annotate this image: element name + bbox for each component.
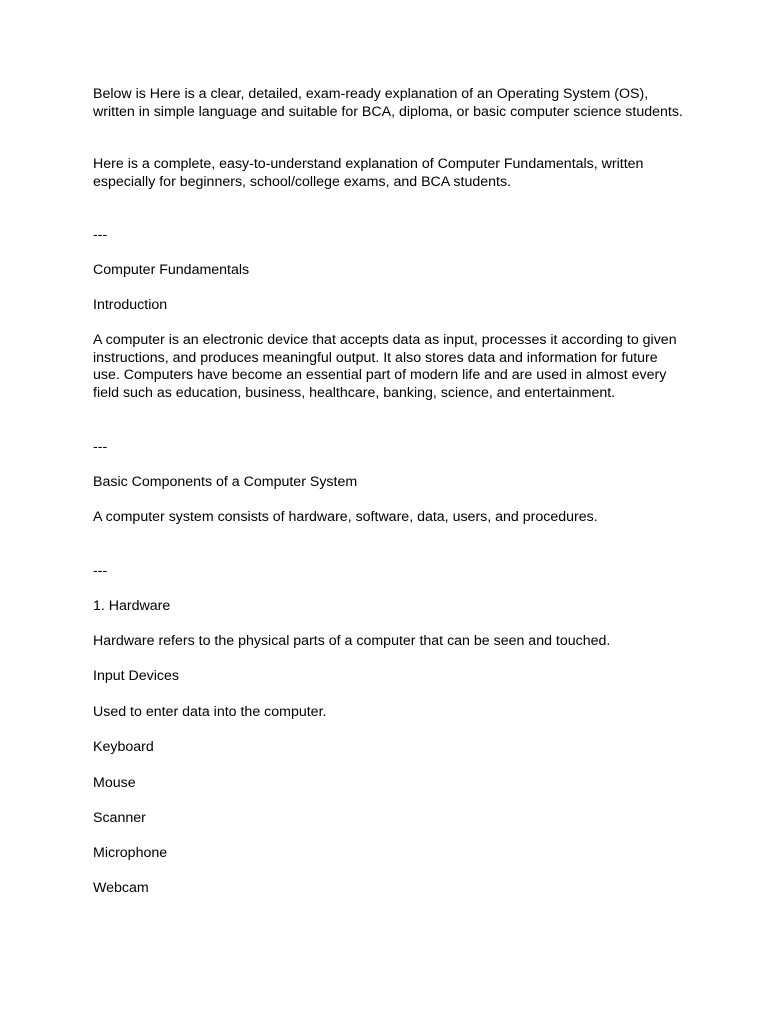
- paragraph-heading-basic-components: Basic Components of a Computer System: [93, 474, 358, 490]
- paragraph-heading-hardware: 1. Hardware: [93, 598, 171, 614]
- paragraph-item-scanner: Scanner: [93, 810, 146, 826]
- paragraph-input-devices-body: Used to enter data into the computer.: [93, 704, 327, 720]
- paragraph-separator-3: ---: [93, 563, 108, 579]
- paragraph-intro-os: Below is Here is a clear, detailed, exam-ready explanation of an Operating System (OS), written in simple language and suitable for BCA, diploma, or basic computer science students.: [93, 86, 683, 120]
- paragraph-heading-computer-fundamentals: Computer Fundamentals: [93, 262, 250, 278]
- paragraph-separator-2: ---: [93, 439, 108, 455]
- paragraph-item-microphone: Microphone: [93, 845, 168, 861]
- paragraph-separator-1: ---: [93, 227, 108, 243]
- paragraph-components-body: A computer system consists of hardware, software, data, users, and procedures.: [93, 509, 598, 525]
- paragraph-heading-introduction: Introduction: [93, 297, 168, 313]
- paragraph-item-webcam: Webcam: [93, 880, 149, 896]
- paragraph-heading-input-devices: Input Devices: [93, 668, 179, 684]
- paragraph-item-mouse: Mouse: [93, 775, 136, 791]
- paragraph-hardware-body: Hardware refers to the physical parts of a computer that can be seen and touched.: [93, 633, 611, 649]
- paragraph-intro-cf: Here is a complete, easy-to-understand explanation of Computer Fundamentals, written especially for beginners, school/college exams, and BCA students.: [93, 156, 644, 190]
- paragraph-intro-body: A computer is an electronic device that accepts data as input, processes it according to given instructions, and produces meaningful output. It also stores data and information for future use. Computers have become an essential part of modern life and are used in almost every field such as education, business, healthcare, banking, science, and entertainment.: [93, 332, 677, 401]
- paragraph-item-keyboard: Keyboard: [93, 739, 154, 755]
